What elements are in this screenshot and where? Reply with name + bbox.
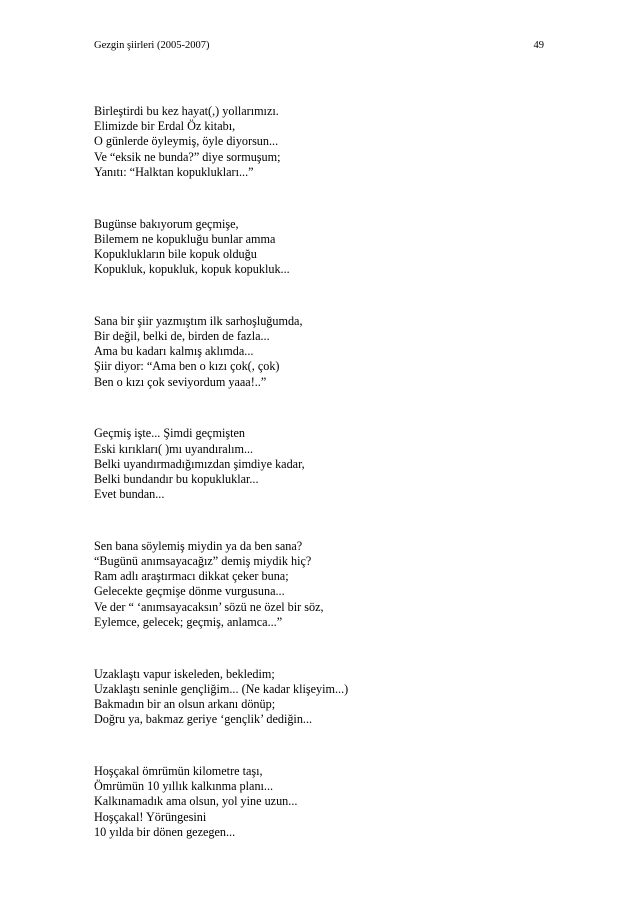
- poem-line: Yanıtı: “Halktan kopuklukları...”: [94, 164, 254, 179]
- poem-line: Eski kırıkları( )mı uyandıralım...: [94, 441, 254, 456]
- poem-line: Bilemem ne kopukluğu bunlar amma: [94, 231, 276, 246]
- poem-line: Ve der “ ‘anımsayacaksın’ sözü ne özel bir söz,: [94, 599, 324, 614]
- poem-line: Hoşçakal ömrümün kilometre taşı,: [94, 763, 263, 778]
- stanza: [94, 104, 554, 180]
- poem-line: O günlerde öyleymiş, öyle diyorsun...: [94, 134, 279, 149]
- poem-line: Eylemce, gelecek; geçmiş, anlamca...”: [94, 614, 283, 629]
- poem-line: Kalkınamadık ama olsun, yol yine uzun...: [94, 794, 298, 809]
- poem-line: “Bugünü anımsayacağız” demiş miydik hiç?: [94, 554, 312, 569]
- poem-line: Sen bana söylemiş miydin ya da ben sana?: [94, 538, 303, 553]
- poem-line: Uzaklaştı seninle gençliğim... (Ne kadar klişeyim...): [94, 681, 349, 696]
- poem-line: Sana bir şiir yazmıştım ilk sarhoşluğumda,: [94, 313, 303, 328]
- poem-line: Gelecekte geçmişe dönme vurgusuna...: [94, 584, 285, 599]
- poem-line: Evet bundan...: [94, 487, 165, 502]
- poem-line: Ama bu kadarı kalmış aklımda...: [94, 344, 254, 359]
- poem-line: Kopukluk, kopukluk, kopuk kopukluk...: [94, 262, 290, 277]
- stanza: [94, 314, 554, 390]
- poem-line: Ram adlı araştırmacı dikkat çeker buna;: [94, 569, 289, 584]
- poem-line: Ve “eksik ne bunda?” diye sormuşum;: [94, 149, 281, 164]
- poem-line: Elimizde bir Erdal Öz kitabı,: [94, 119, 236, 134]
- stanza: [94, 764, 554, 840]
- page-number: 49: [533, 40, 544, 51]
- poem-line: Ömrümün 10 yıllık kalkınma planı...: [94, 779, 274, 794]
- poem-body: [94, 104, 554, 876]
- poem-line: Şiir diyor: “Ama ben o kızı çok(, çok): [94, 359, 280, 374]
- page-header: [94, 39, 544, 53]
- poem-line: Kopuklukların bile kopuk olduğu: [94, 246, 257, 261]
- stanza: [94, 667, 554, 728]
- poem-line: Bugünse bakıyorum geçmişe,: [94, 216, 239, 231]
- stanza: [94, 539, 554, 630]
- poem-line: Bakmadın bir an olsun arkanı dönüp;: [94, 696, 276, 711]
- poem-line: Hoşçakal! Yörüngesini: [94, 809, 207, 824]
- poem-line: Belki uyandırmadığımızdan şimdiye kadar,: [94, 456, 305, 471]
- header-title: Gezgin şiirleri (2005-2007): [94, 40, 210, 51]
- poem-line: Ben o kızı çok seviyordum yaaa!..”: [94, 374, 267, 389]
- poem-line: Birleştirdi bu kez hayat(,) yollarımızı.: [94, 104, 279, 118]
- stanza: [94, 426, 554, 502]
- poem-line: Doğru ya, bakmaz geriye ‘gençlik’ dediğin...: [94, 712, 313, 727]
- poem-line: Belki bundandır bu kopukluklar...: [94, 471, 259, 486]
- poem-line: Uzaklaştı vapur iskeleden, bekledim;: [94, 666, 275, 681]
- poem-line: Bir değil, belki de, birden de fazla...: [94, 329, 270, 344]
- poem-line: Geçmiş işte... Şimdi geçmişten: [94, 426, 245, 441]
- poem-line: 10 yılda bir dönen gezegen...: [94, 824, 236, 839]
- stanza: [94, 217, 554, 278]
